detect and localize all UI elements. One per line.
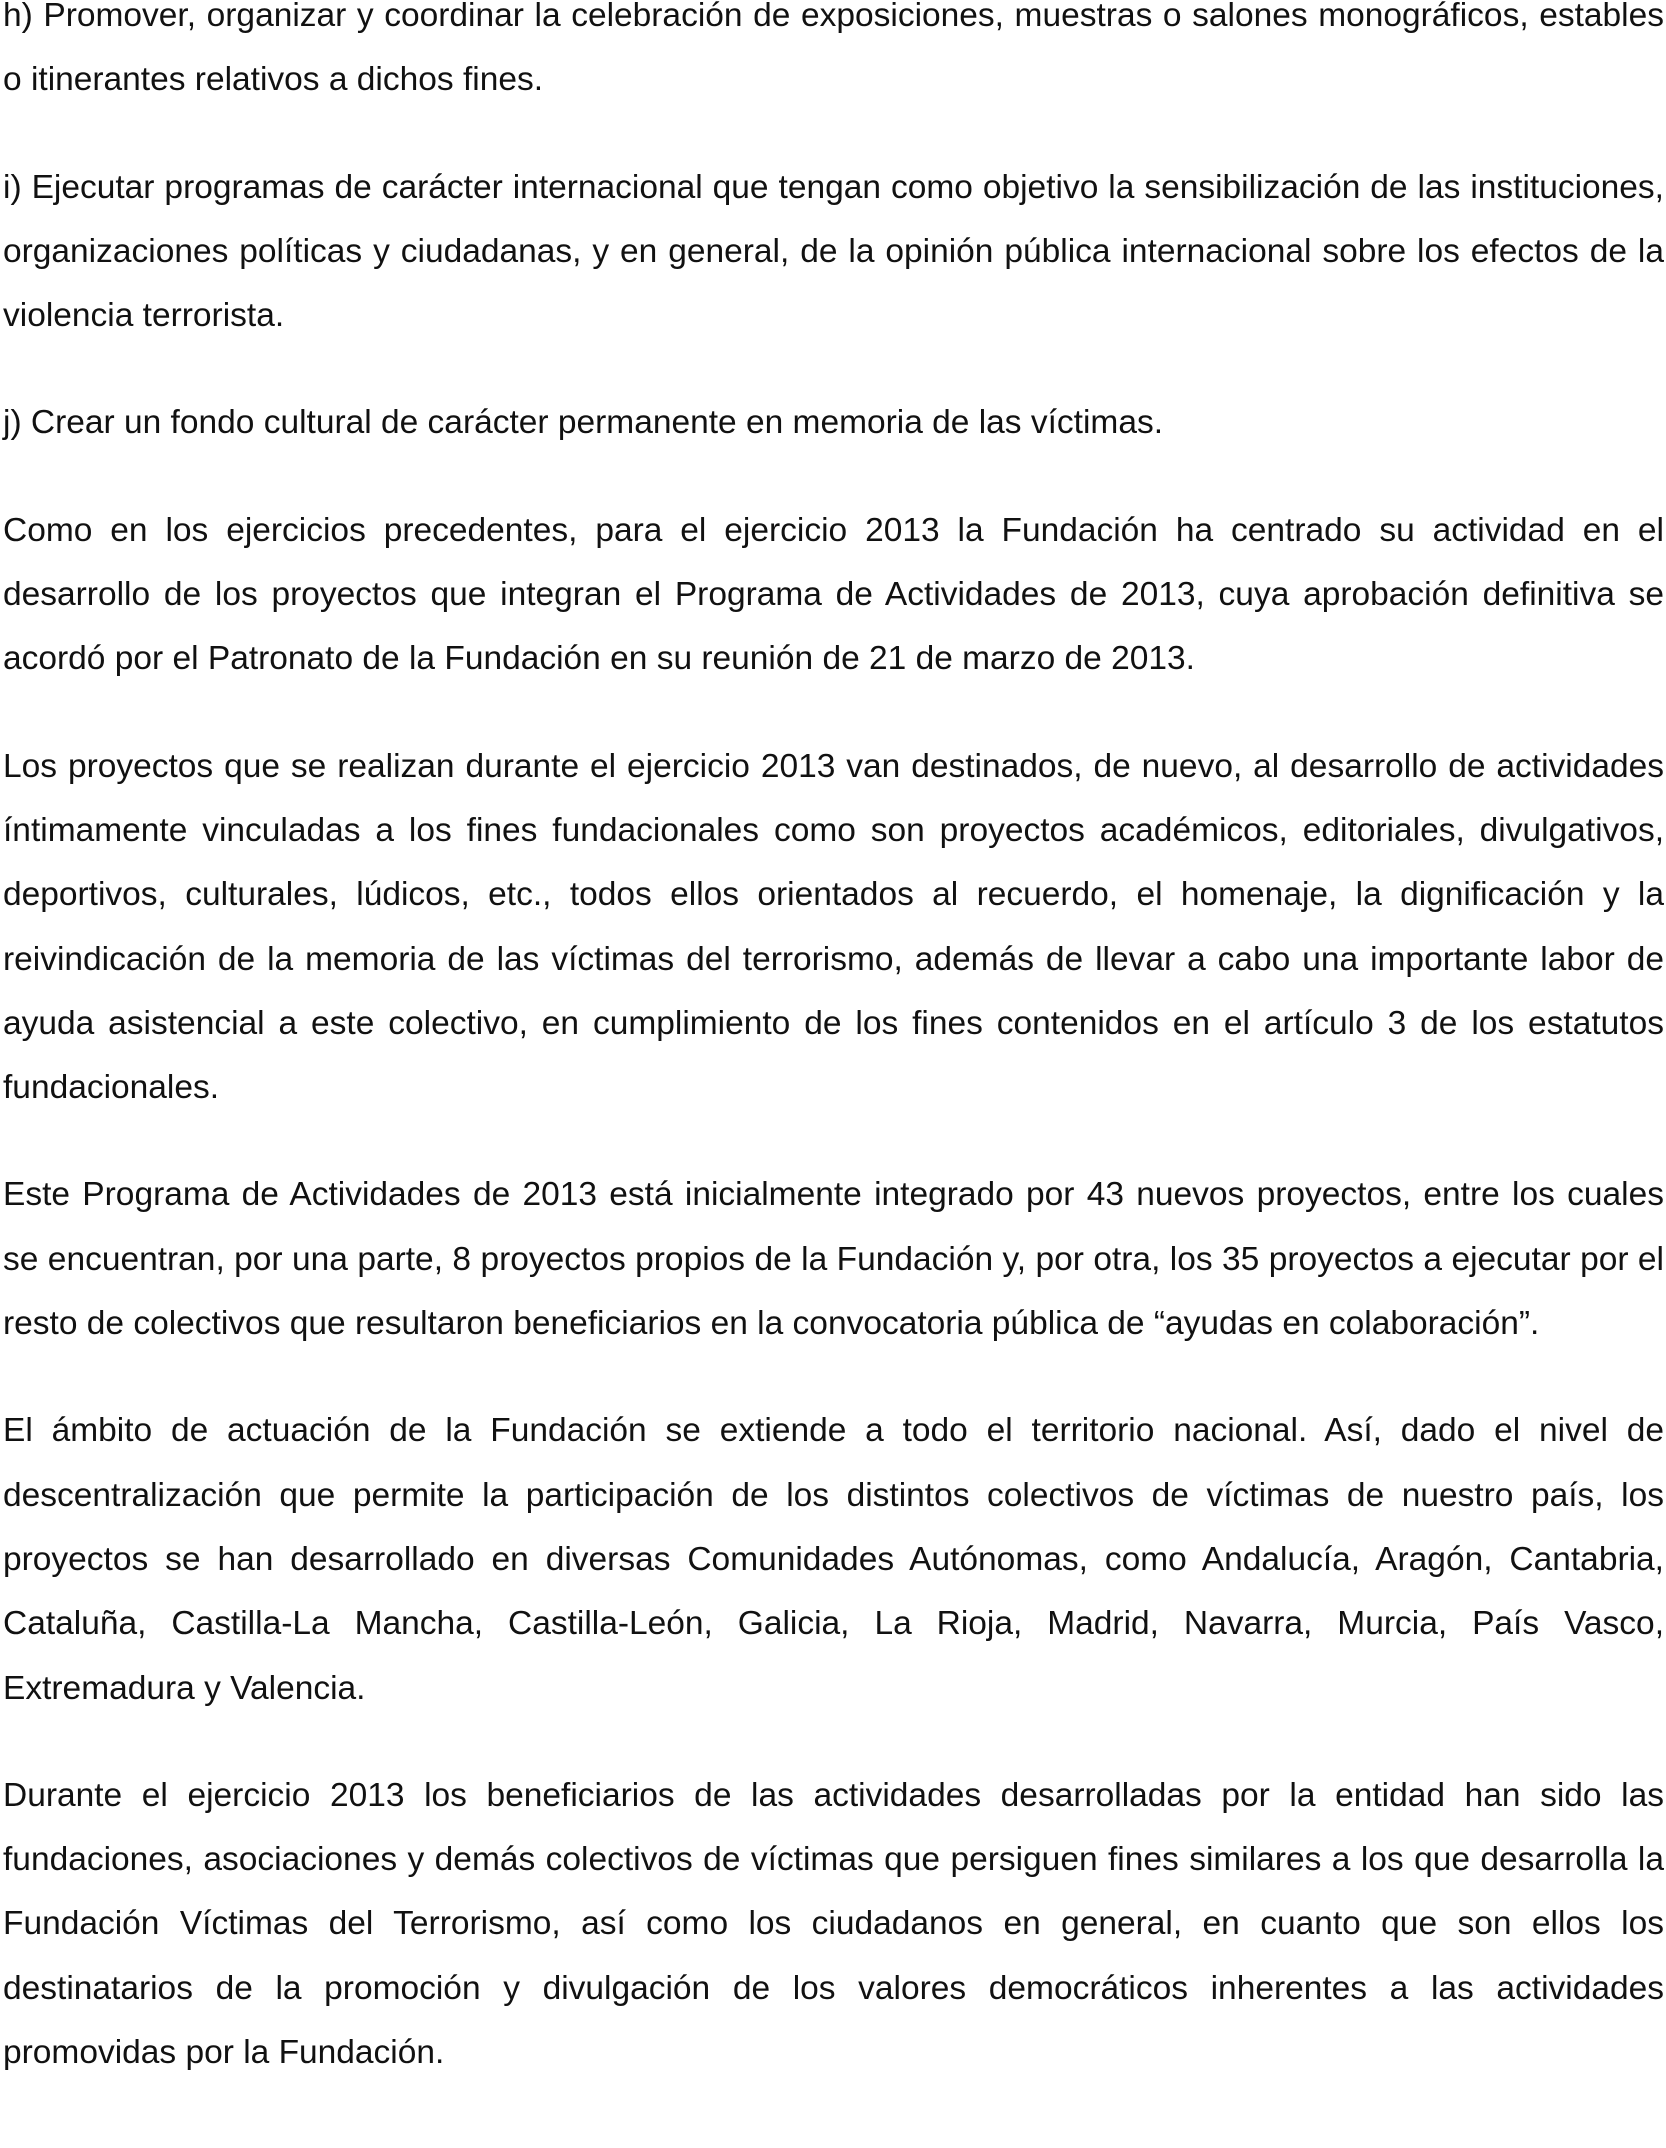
list-item-i: i) Ejecutar programas de carácter internacional que tengan como objetivo la sensibilización de las instituciones, organizaciones políticas y ciudadanas, y en general, de la opinión pública internacional sobre los efectos de la violencia terrorista. xyxy=(3,168,1664,335)
paragraph-program-composition: Este Programa de Actividades de 2013 está inicialmente integrado por 43 nuevos proyectos, entre los cuales se encuentran, por una parte, 8 proyectos propios de la Fundación y, por otra, los 35 proyectos a ejecutar por el resto de colectivos que resultaron beneficiarios en la convocatoria pública de “ayudas en colaboración”. xyxy=(3,1176,1664,1343)
paragraph-territorial-scope: El ámbito de actuación de la Fundación se extiende a todo el territorio nacional. Así, dado el nivel de descentralización que permite la participación de los distintos colectivos de víctimas de nuestro país, los proyectos se han desarrollado en diversas Comunidades Autónomas, como Andalucía, Aragón, Cantabria, Cataluña, Castilla-La Mancha, Castilla-León, Galicia, La Rioja, Madrid, Navarra, Murcia, País Vasco, Extremadura y Valencia. xyxy=(3,1412,1664,1707)
document-page xyxy=(3,0,1664,2085)
list-item-h: h) Promover, organizar y coordinar la celebración de exposiciones, muestras o salones monográficos, estables o itinerantes relativos a dichos fines. xyxy=(3,0,1664,99)
list-item-j: j) Crear un fondo cultural de carácter permanente en memoria de las víctimas. xyxy=(3,404,1164,442)
paragraph-beneficiaries: Durante el ejercicio 2013 los beneficiarios de las actividades desarrolladas por la entidad han sido las fundaciones, asociaciones y demás colectivos de víctimas que persiguen fines similares a los que desarrolla la Fundación Víctimas del Terrorismo, así como los ciudadanos en general, en cuanto que son ellos los destinatarios de la promoción y divulgación de los valores democráticos inherentes a las actividades promovidas por la Fundación. xyxy=(3,1776,1664,2072)
paragraph-projects-purpose: Los proyectos que se realizan durante el ejercicio 2013 van destinados, de nuevo, al desarrollo de actividades íntimamente vinculadas a los fines fundacionales como son proyectos académicos, editoriales, divulgativos, deportivos, culturales, lúdicos, etc., todos ellos orientados al recuerdo, el homenaje, la dignificación y la reivindicación de la memoria de las víctimas del terrorismo, además de llevar a cabo una importante labor de ayuda asistencial a este colectivo, en cumplimiento de los fines contenidos en el artículo 3 de los estatutos fundacionales. xyxy=(3,747,1664,1107)
paragraph-program-2013: Como en los ejercicios precedentes, para el ejercicio 2013 la Fundación ha centrado su actividad en el desarrollo de los proyectos que integran el Programa de Actividades de 2013, cuya aprobación definitiva se acordó por el Patronato de la Fundación en su reunión de 21 de marzo de 2013. xyxy=(3,511,1664,678)
